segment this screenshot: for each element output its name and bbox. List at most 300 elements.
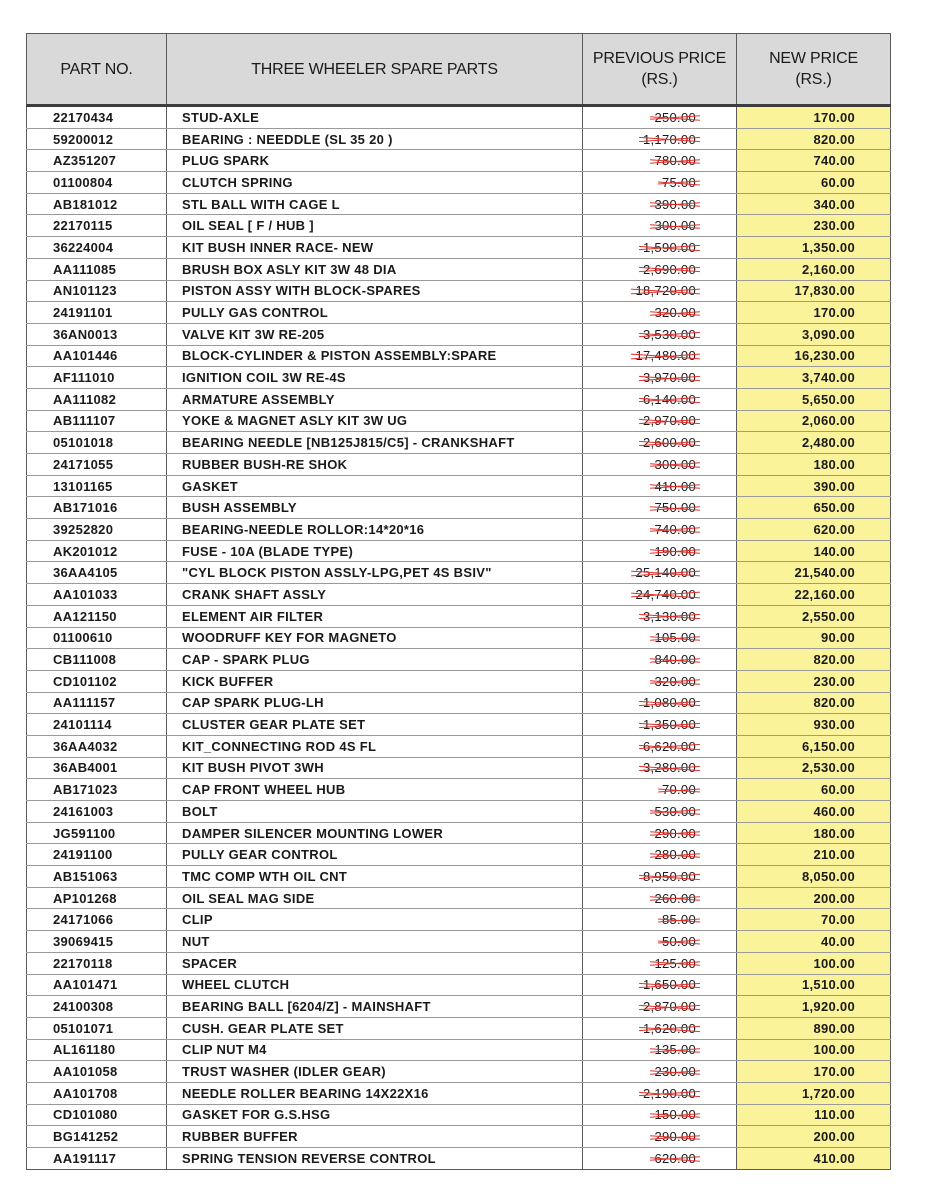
- table-row: [27, 323, 891, 345]
- table-row: [27, 1082, 891, 1104]
- struck-previous-price: 1,080.00: [642, 695, 696, 711]
- struck-previous-price: 105.00: [654, 630, 696, 646]
- part-number-cell: AA121150: [27, 605, 167, 627]
- table-row: [27, 1039, 891, 1061]
- table-row: [27, 193, 891, 215]
- table-row: [27, 844, 891, 866]
- part-name-cell: SPRING TENSION REVERSE CONTROL: [167, 1148, 583, 1170]
- struck-previous-price: 3,970.00: [642, 370, 696, 386]
- part-name-cell: OIL SEAL [ F / HUB ]: [167, 215, 583, 237]
- new-price-cell: 170.00: [737, 302, 891, 324]
- previous-price-cell: [583, 952, 737, 974]
- previous-price-cell: [583, 844, 737, 866]
- table-row: [27, 801, 891, 823]
- new-price-cell: 650.00: [737, 497, 891, 519]
- new-price-cell: 3,090.00: [737, 323, 891, 345]
- part-name-cell: CAP - SPARK PLUG: [167, 649, 583, 671]
- struck-previous-price: 620.00: [654, 1150, 696, 1166]
- table-row: [27, 866, 891, 888]
- previous-price-cell: [583, 454, 737, 476]
- part-number-cell: AF111010: [27, 367, 167, 389]
- new-price-cell: 230.00: [737, 670, 891, 692]
- struck-previous-price: 6,140.00: [642, 391, 696, 407]
- new-price-cell: 2,530.00: [737, 757, 891, 779]
- part-name-cell: CAP FRONT WHEEL HUB: [167, 779, 583, 801]
- price-list-sheet: [26, 33, 890, 1170]
- part-name-cell: CLUSTER GEAR PLATE SET: [167, 714, 583, 736]
- previous-price-cell: [583, 106, 737, 129]
- struck-previous-price: 3,130.00: [642, 608, 696, 624]
- part-name-cell: BEARING BALL [6204/Z] - MAINSHAFT: [167, 996, 583, 1018]
- part-name-cell: KICK BUFFER: [167, 670, 583, 692]
- previous-price-cell: [583, 1148, 737, 1170]
- part-name-cell: BEARING-NEEDLE ROLLOR:14*20*16: [167, 519, 583, 541]
- previous-price-cell: [583, 237, 737, 259]
- struck-previous-price: 410.00: [654, 478, 696, 494]
- struck-previous-price: 17,480.00: [635, 348, 696, 364]
- new-price-cell: 2,550.00: [737, 605, 891, 627]
- table-row: [27, 974, 891, 996]
- part-name-cell: DAMPER SILENCER MOUNTING LOWER: [167, 822, 583, 844]
- part-number-cell: AA101708: [27, 1082, 167, 1104]
- previous-price-cell: [583, 345, 737, 367]
- part-number-cell: AK201012: [27, 540, 167, 562]
- table-row: [27, 410, 891, 432]
- new-price-cell: 820.00: [737, 128, 891, 150]
- part-number-cell: 01100610: [27, 627, 167, 649]
- part-number-cell: 24191101: [27, 302, 167, 324]
- new-price-cell: 620.00: [737, 519, 891, 541]
- new-price-cell: 100.00: [737, 952, 891, 974]
- previous-price-cell: [583, 735, 737, 757]
- struck-previous-price: 2,600.00: [642, 435, 696, 451]
- part-number-cell: AA191117: [27, 1148, 167, 1170]
- new-price-cell: 140.00: [737, 540, 891, 562]
- part-name-cell: BLOCK-CYLINDER & PISTON ASSEMBLY:SPARE: [167, 345, 583, 367]
- table-row: [27, 388, 891, 410]
- previous-price-cell: [583, 801, 737, 823]
- new-price-cell: 60.00: [737, 779, 891, 801]
- struck-previous-price: 1,350.00: [642, 717, 696, 733]
- part-number-cell: AB111107: [27, 410, 167, 432]
- part-name-cell: CUSH. GEAR PLATE SET: [167, 1017, 583, 1039]
- table-row: [27, 475, 891, 497]
- part-name-cell: WOODRUFF KEY FOR MAGNETO: [167, 627, 583, 649]
- part-name-cell: PULLY GAS CONTROL: [167, 302, 583, 324]
- previous-price-cell: [583, 757, 737, 779]
- table-row: [27, 735, 891, 757]
- new-price-cell: 110.00: [737, 1104, 891, 1126]
- new-price-cell: 5,650.00: [737, 388, 891, 410]
- part-number-cell: 05101071: [27, 1017, 167, 1039]
- part-name-cell: VALVE KIT 3W RE-205: [167, 323, 583, 345]
- part-number-cell: 13101165: [27, 475, 167, 497]
- table-row: [27, 931, 891, 953]
- part-number-cell: 36AA4105: [27, 562, 167, 584]
- part-name-cell: GASKET: [167, 475, 583, 497]
- struck-previous-price: 1,170.00: [642, 131, 696, 147]
- part-number-cell: AN101123: [27, 280, 167, 302]
- new-price-cell: 2,160.00: [737, 258, 891, 280]
- new-price-cell: 820.00: [737, 649, 891, 671]
- struck-previous-price: 24,740.00: [635, 586, 696, 602]
- part-number-cell: AB171023: [27, 779, 167, 801]
- new-price-cell: 1,920.00: [737, 996, 891, 1018]
- struck-previous-price: 1,650.00: [642, 977, 696, 993]
- part-number-cell: AZ351207: [27, 150, 167, 172]
- struck-previous-price: 280.00: [654, 847, 696, 863]
- header-part-name: THREE WHEELER SPARE PARTS: [167, 34, 583, 106]
- table-row: [27, 909, 891, 931]
- struck-previous-price: 2,190.00: [642, 1085, 696, 1101]
- new-price-cell: 40.00: [737, 931, 891, 953]
- part-name-cell: GASKET FOR G.S.HSG: [167, 1104, 583, 1126]
- struck-previous-price: 740.00: [654, 521, 696, 537]
- struck-previous-price: 75.00: [661, 174, 696, 190]
- new-price-cell: 200.00: [737, 1126, 891, 1148]
- previous-price-cell: [583, 432, 737, 454]
- previous-price-cell: [583, 193, 737, 215]
- struck-previous-price: 290.00: [654, 1129, 696, 1145]
- struck-previous-price: 2,970.00: [642, 413, 696, 429]
- part-number-cell: 05101018: [27, 432, 167, 454]
- price-table: [26, 33, 891, 1170]
- part-number-cell: 39252820: [27, 519, 167, 541]
- table-body: [27, 106, 891, 1170]
- part-number-cell: 24161003: [27, 801, 167, 823]
- table-row: [27, 432, 891, 454]
- previous-price-cell: [583, 627, 737, 649]
- table-row: [27, 540, 891, 562]
- new-price-cell: 22,160.00: [737, 584, 891, 606]
- table-row: [27, 822, 891, 844]
- new-price-cell: 1,510.00: [737, 974, 891, 996]
- new-price-cell: 180.00: [737, 454, 891, 476]
- part-number-cell: JG591100: [27, 822, 167, 844]
- struck-previous-price: 150.00: [654, 1107, 696, 1123]
- struck-previous-price: 300.00: [654, 218, 696, 234]
- part-number-cell: AA101058: [27, 1061, 167, 1083]
- previous-price-cell: [583, 822, 737, 844]
- part-number-cell: 36AA4032: [27, 735, 167, 757]
- new-price-cell: 930.00: [737, 714, 891, 736]
- table-row: [27, 519, 891, 541]
- new-price-cell: 340.00: [737, 193, 891, 215]
- struck-previous-price: 85.00: [661, 912, 696, 928]
- previous-price-cell: [583, 172, 737, 194]
- table-row: [27, 887, 891, 909]
- new-price-cell: 90.00: [737, 627, 891, 649]
- previous-price-cell: [583, 302, 737, 324]
- part-number-cell: CD101102: [27, 670, 167, 692]
- table-row: [27, 258, 891, 280]
- new-price-cell: 410.00: [737, 1148, 891, 1170]
- previous-price-cell: [583, 974, 737, 996]
- new-price-cell: 1,720.00: [737, 1082, 891, 1104]
- previous-price-cell: [583, 128, 737, 150]
- previous-price-cell: [583, 1061, 737, 1083]
- new-price-cell: 820.00: [737, 692, 891, 714]
- struck-previous-price: 2,690.00: [642, 261, 696, 277]
- part-name-cell: OIL SEAL MAG SIDE: [167, 887, 583, 909]
- struck-previous-price: 230.00: [654, 1064, 696, 1080]
- struck-previous-price: 320.00: [654, 305, 696, 321]
- table-row: [27, 302, 891, 324]
- new-price-cell: 1,350.00: [737, 237, 891, 259]
- part-name-cell: ELEMENT AIR FILTER: [167, 605, 583, 627]
- part-number-cell: 24171066: [27, 909, 167, 931]
- previous-price-cell: [583, 779, 737, 801]
- previous-price-cell: [583, 692, 737, 714]
- new-price-cell: 210.00: [737, 844, 891, 866]
- table-row: [27, 106, 891, 129]
- previous-price-cell: [583, 887, 737, 909]
- part-name-cell: CRANK SHAFT ASSLY: [167, 584, 583, 606]
- struck-previous-price: 135.00: [654, 1042, 696, 1058]
- new-price-cell: 8,050.00: [737, 866, 891, 888]
- table-row: [27, 757, 891, 779]
- part-name-cell: NUT: [167, 931, 583, 953]
- table-row: [27, 215, 891, 237]
- header-new-price: NEW PRICE (RS.): [737, 34, 891, 106]
- previous-price-cell: [583, 584, 737, 606]
- table-row: [27, 605, 891, 627]
- previous-price-cell: [583, 410, 737, 432]
- part-number-cell: 22170115: [27, 215, 167, 237]
- struck-previous-price: 260.00: [654, 890, 696, 906]
- part-name-cell: CAP SPARK PLUG-LH: [167, 692, 583, 714]
- part-name-cell: PLUG SPARK: [167, 150, 583, 172]
- new-price-cell: 390.00: [737, 475, 891, 497]
- previous-price-cell: [583, 150, 737, 172]
- table-row: [27, 280, 891, 302]
- table-row: [27, 649, 891, 671]
- part-number-cell: BG141252: [27, 1126, 167, 1148]
- part-number-cell: 24191100: [27, 844, 167, 866]
- part-number-cell: 36AB4001: [27, 757, 167, 779]
- struck-previous-price: 3,280.00: [642, 760, 696, 776]
- previous-price-cell: [583, 996, 737, 1018]
- new-price-cell: 740.00: [737, 150, 891, 172]
- part-number-cell: CD101080: [27, 1104, 167, 1126]
- struck-previous-price: 1,620.00: [642, 1020, 696, 1036]
- part-number-cell: CB111008: [27, 649, 167, 671]
- part-name-cell: BRUSH BOX ASLY KIT 3W 48 DIA: [167, 258, 583, 280]
- part-name-cell: TMC COMP WTH OIL CNT: [167, 866, 583, 888]
- part-name-cell: ARMATURE ASSEMBLY: [167, 388, 583, 410]
- part-name-cell: PULLY GEAR CONTROL: [167, 844, 583, 866]
- struck-previous-price: 18,720.00: [635, 283, 696, 299]
- new-price-cell: 60.00: [737, 172, 891, 194]
- part-number-cell: AA111157: [27, 692, 167, 714]
- previous-price-cell: [583, 215, 737, 237]
- part-name-cell: BUSH ASSEMBLY: [167, 497, 583, 519]
- previous-price-cell: [583, 562, 737, 584]
- struck-previous-price: 2,870.00: [642, 999, 696, 1015]
- table-row: [27, 996, 891, 1018]
- part-name-cell: BOLT: [167, 801, 583, 823]
- table-header: [27, 34, 891, 106]
- previous-price-cell: [583, 280, 737, 302]
- part-number-cell: 22170434: [27, 106, 167, 129]
- part-name-cell: YOKE & MAGNET ASLY KIT 3W UG: [167, 410, 583, 432]
- previous-price-cell: [583, 475, 737, 497]
- part-name-cell: CLUTCH SPRING: [167, 172, 583, 194]
- struck-previous-price: 8,950.00: [642, 868, 696, 884]
- previous-price-cell: [583, 1017, 737, 1039]
- table-row: [27, 1126, 891, 1148]
- part-number-cell: AP101268: [27, 887, 167, 909]
- struck-previous-price: 780.00: [654, 153, 696, 169]
- part-number-cell: 01100804: [27, 172, 167, 194]
- struck-previous-price: 390.00: [654, 196, 696, 212]
- new-price-cell: 460.00: [737, 801, 891, 823]
- previous-price-cell: [583, 1104, 737, 1126]
- table-row: [27, 562, 891, 584]
- part-number-cell: 36224004: [27, 237, 167, 259]
- table-row: [27, 692, 891, 714]
- new-price-cell: 100.00: [737, 1039, 891, 1061]
- table-row: [27, 367, 891, 389]
- struck-previous-price: 70.00: [661, 782, 696, 798]
- part-name-cell: "CYL BLOCK PISTON ASSLY-LPG,PET 4S BSIV": [167, 562, 583, 584]
- previous-price-cell: [583, 649, 737, 671]
- new-price-cell: 230.00: [737, 215, 891, 237]
- struck-previous-price: 125.00: [654, 955, 696, 971]
- part-number-cell: AA101471: [27, 974, 167, 996]
- part-number-cell: AA111082: [27, 388, 167, 410]
- struck-previous-price: 3,530.00: [642, 326, 696, 342]
- struck-previous-price: 25,140.00: [635, 565, 696, 581]
- previous-price-cell: [583, 258, 737, 280]
- table-row: [27, 454, 891, 476]
- table-row: [27, 1104, 891, 1126]
- table-row: [27, 714, 891, 736]
- part-number-cell: 36AN0013: [27, 323, 167, 345]
- part-number-cell: 24100308: [27, 996, 167, 1018]
- new-price-cell: 180.00: [737, 822, 891, 844]
- part-name-cell: RUBBER BUSH-RE SHOK: [167, 454, 583, 476]
- previous-price-cell: [583, 323, 737, 345]
- new-price-cell: 21,540.00: [737, 562, 891, 584]
- part-number-cell: 39069415: [27, 931, 167, 953]
- new-price-cell: 170.00: [737, 1061, 891, 1083]
- part-name-cell: IGNITION COIL 3W RE-4S: [167, 367, 583, 389]
- previous-price-cell: [583, 540, 737, 562]
- table-row: [27, 1017, 891, 1039]
- part-name-cell: PISTON ASSY WITH BLOCK-SPARES: [167, 280, 583, 302]
- struck-previous-price: 320.00: [654, 673, 696, 689]
- part-name-cell: RUBBER BUFFER: [167, 1126, 583, 1148]
- part-number-cell: 59200012: [27, 128, 167, 150]
- previous-price-cell: [583, 497, 737, 519]
- previous-price-cell: [583, 388, 737, 410]
- new-price-cell: 200.00: [737, 887, 891, 909]
- part-name-cell: CLIP NUT M4: [167, 1039, 583, 1061]
- table-row: [27, 1148, 891, 1170]
- table-row: [27, 584, 891, 606]
- part-name-cell: KIT BUSH PIVOT 3WH: [167, 757, 583, 779]
- part-name-cell: STL BALL WITH CAGE L: [167, 193, 583, 215]
- new-price-cell: 3,740.00: [737, 367, 891, 389]
- table-row: [27, 150, 891, 172]
- table-row: [27, 128, 891, 150]
- struck-previous-price: 530.00: [654, 803, 696, 819]
- part-number-cell: AL161180: [27, 1039, 167, 1061]
- part-number-cell: AB171016: [27, 497, 167, 519]
- part-name-cell: CLIP: [167, 909, 583, 931]
- part-name-cell: BEARING : NEEDDLE (SL 35 20 ): [167, 128, 583, 150]
- struck-previous-price: 6,620.00: [642, 738, 696, 754]
- table-row: [27, 172, 891, 194]
- part-name-cell: BEARING NEEDLE [NB125J815/C5] - CRANKSHAFT: [167, 432, 583, 454]
- previous-price-cell: [583, 714, 737, 736]
- header-part-no: PART NO.: [27, 34, 167, 106]
- previous-price-cell: [583, 1082, 737, 1104]
- struck-previous-price: 1,590.00: [642, 239, 696, 255]
- table-row: [27, 779, 891, 801]
- part-name-cell: FUSE - 10A (BLADE TYPE): [167, 540, 583, 562]
- table-row: [27, 497, 891, 519]
- part-number-cell: AB151063: [27, 866, 167, 888]
- new-price-cell: 17,830.00: [737, 280, 891, 302]
- struck-previous-price: 840.00: [654, 652, 696, 668]
- previous-price-cell: [583, 909, 737, 931]
- part-name-cell: SPACER: [167, 952, 583, 974]
- part-number-cell: 22170118: [27, 952, 167, 974]
- previous-price-cell: [583, 1126, 737, 1148]
- new-price-cell: 6,150.00: [737, 735, 891, 757]
- table-row: [27, 627, 891, 649]
- header-previous-price: PREVIOUS PRICE (RS.): [583, 34, 737, 106]
- new-price-cell: 890.00: [737, 1017, 891, 1039]
- part-number-cell: AA111085: [27, 258, 167, 280]
- struck-previous-price: 250.00: [654, 109, 696, 125]
- struck-previous-price: 750.00: [654, 500, 696, 516]
- part-name-cell: TRUST WASHER (IDLER GEAR): [167, 1061, 583, 1083]
- table-row: [27, 670, 891, 692]
- part-number-cell: AA101033: [27, 584, 167, 606]
- part-name-cell: STUD-AXLE: [167, 106, 583, 129]
- table-row: [27, 952, 891, 974]
- previous-price-cell: [583, 866, 737, 888]
- part-name-cell: KIT BUSH INNER RACE- NEW: [167, 237, 583, 259]
- part-name-cell: WHEEL CLUTCH: [167, 974, 583, 996]
- part-number-cell: 24171055: [27, 454, 167, 476]
- previous-price-cell: [583, 670, 737, 692]
- struck-previous-price: 50.00: [661, 933, 696, 949]
- table-row: [27, 1061, 891, 1083]
- struck-previous-price: 300.00: [654, 456, 696, 472]
- previous-price-cell: [583, 367, 737, 389]
- part-name-cell: NEEDLE ROLLER BEARING 14X22X16: [167, 1082, 583, 1104]
- part-number-cell: AB181012: [27, 193, 167, 215]
- new-price-cell: 70.00: [737, 909, 891, 931]
- new-price-cell: 2,060.00: [737, 410, 891, 432]
- new-price-cell: 2,480.00: [737, 432, 891, 454]
- previous-price-cell: [583, 605, 737, 627]
- part-number-cell: AA101446: [27, 345, 167, 367]
- table-row: [27, 237, 891, 259]
- previous-price-cell: [583, 519, 737, 541]
- new-price-cell: 16,230.00: [737, 345, 891, 367]
- table-row: [27, 345, 891, 367]
- previous-price-cell: [583, 931, 737, 953]
- new-price-cell: 170.00: [737, 106, 891, 129]
- part-number-cell: 24101114: [27, 714, 167, 736]
- struck-previous-price: 190.00: [654, 543, 696, 559]
- struck-previous-price: 290.00: [654, 825, 696, 841]
